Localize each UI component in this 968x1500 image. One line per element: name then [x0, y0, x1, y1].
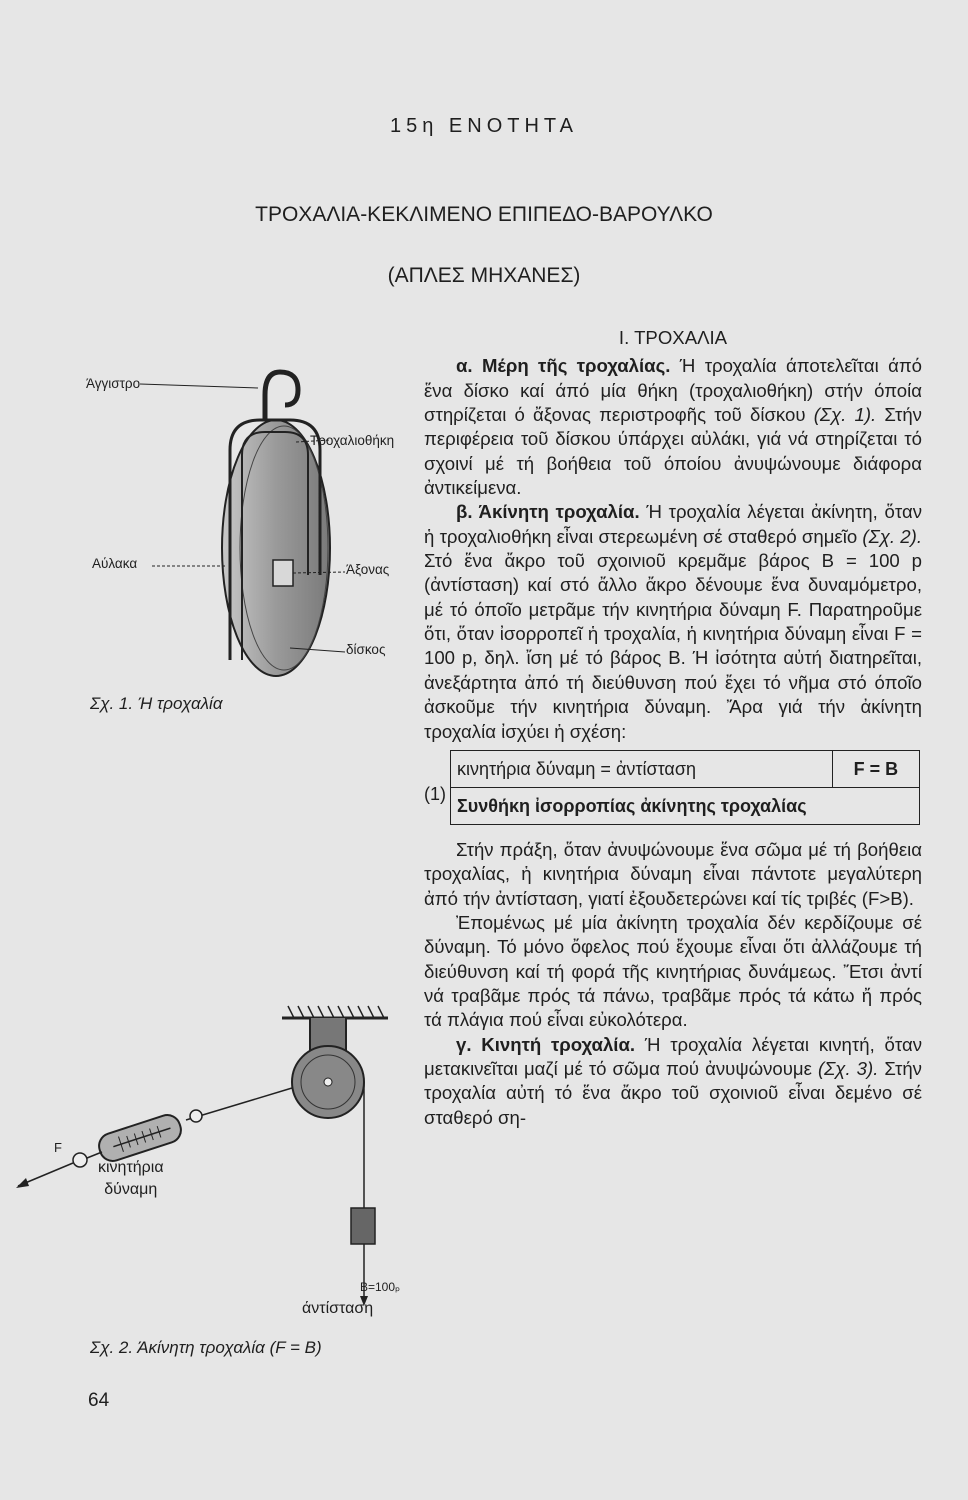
text-column [424, 326, 922, 1130]
label-weight: B=100ₚ [360, 1280, 401, 1294]
weight-shape [351, 1208, 375, 1244]
formula-left: κινητήρια δύναμη = ἀντίσταση [451, 750, 833, 787]
unit-heading: 15η ΕΝΟΤΗΤΑ [390, 115, 578, 137]
paragraph-a-body-2: Στήν περιφέρεια τοῦ δίσκου ύπάρχει αὐλάκι, γιά νά στηρίζεται τό σχοινί μέ τή βοήθεια τοῦ όποίου ἀνυψώνουμε διάφορα ἀντικείμενα. [424, 404, 922, 499]
paragraph-a-body: Ή τροχαλία άποτελεῖται άπό ἕνα δίσκο καί άπό μία θήκη (τροχαλιοθήκη) στήν όποία στηρίζεται ό ἄξονας περιστροφῆς τοῦ δίσκου [424, 355, 922, 426]
page-number: 64 [88, 1390, 110, 1411]
paragraph-b-body: Ή τροχαλία λέγεται ἀκίνητη, ὅταν ἡ τροχαλιοθήκη εἶναι στερεωμένη σέ σταθερό σημεῖο [424, 501, 922, 547]
paragraph-b [424, 500, 922, 743]
label-housing: Τροχαλιοθήκη [310, 433, 395, 448]
label-resistance: άντίσταση [302, 1300, 374, 1317]
label-axle: Άξονας [346, 562, 390, 577]
section-title: Ι. ΤΡΟΧΑΛΙΑ [618, 327, 728, 348]
chapter-title: ΤΡΟΧΑΛΙΑ-ΚΕΚΛΙΜΕΝΟ ΕΠΙΠΕΔΟ-ΒΑΡΟΥΛΚΟ [255, 203, 713, 226]
label-force-letter: F [54, 1140, 62, 1155]
axle-shape [273, 560, 293, 586]
paragraph-c-body: Ή τροχαλία λέγεται κινητή, ὅταν μετακινεῖται μαζί μέ τό σῶμα πού ἀνυψώνουμε [424, 1033, 922, 1079]
formula-table [450, 750, 920, 825]
hook-shape [265, 372, 298, 420]
figure-ref-3: (Σχ. 3). [817, 1057, 879, 1079]
figure-1-caption: Σχ. 1. Ή τροχαλία [90, 694, 223, 713]
label-disc: δίσκος [346, 642, 386, 657]
formula-box [424, 750, 920, 832]
figure-2-caption: Σχ. 2. Άκίνητη τροχαλία (F = B) [90, 1338, 322, 1357]
heading-c: γ. Κινητή τροχαλία. [456, 1033, 636, 1055]
heading-a: α. Μέρη τῆς τροχαλίας. [456, 355, 671, 377]
label-groove: Αύλακα [92, 556, 138, 571]
paragraph-practice: Στήν πράξη, ὅταν ἀνυψώνουμε ἕνα σῶμα μέ τή βοήθεια τροχαλίας, ἡ κινητήρια δύναμη εἶναι πάντοτε μεγαλύτερη ἀπό τήν ἀντίσταση, γιατί ἐξουδετερώνει καί τίς τριβές (F>B). [424, 838, 922, 909]
label-hook: Άγγιστρο [86, 376, 141, 391]
paragraph-c [424, 1033, 922, 1130]
figure-1-pulley [80, 360, 420, 720]
formula-right: F = B [832, 750, 919, 787]
paragraph-a [424, 354, 922, 500]
figure-ref-2: (Σχ. 2). [862, 525, 922, 547]
paragraph-c-body-2: Στήν τροχαλία αὐτή τό ἕνα ἄκρο τοῦ σχοινιοῦ εἶναι δεμένο σέ σταθερό ση- [424, 1057, 922, 1128]
chapter-subtitle: (ΑΠΛΕΣ ΜΗΧΑΝΕΣ) [387, 264, 581, 287]
figure-ref-1: (Σχ. 1). [813, 404, 877, 426]
formula-number: (1) [424, 783, 446, 804]
formula-caption: Συνθήκη ἰσορροπίας ἀκίνητης τροχαλίας [451, 787, 920, 824]
heading-b: β. Άκίνητη τροχαλία. [456, 501, 640, 523]
paragraph-consequence: Ἐπομένως μέ μία ἀκίνητη τροχαλία δέν κερδίζουμε σέ δύναμη. Τό μόνο ὄφελος πού ἔχουμε εἶναι ὅτι ἀλλάζουμε τή διεύθυνση καί τή φορά τῆς κινητήριας δυνάμεως. Ἔτσι ἀντί νά τραβᾶμε πρός τά πάνω, τραβᾶμε πρός τά κάτω ἤ πρός τά πλάγια πού εἶναι εὐκολότερα. [424, 911, 922, 1031]
label-motive-force: κινητήρια δύναμη [98, 1159, 164, 1198]
paragraph-b-body-2: Στό ἕνα ἄκρο τοῦ σχοινιοῦ κρεμᾶμε βάρος Β = 100 p (ἀντίσταση) καί στό ἄλλο ἄκρο δένουμε ἕνα δυναμόμετρο, μέ τό όποῖο μετρᾶμε τήν κινητήρια δύναμη F. Παρατηροῦμε ὅτι, ὅταν ἰσορροπεῖ ἡ τροχαλία, ἡ κινητήρια δύναμη εἶναι F = 100 p, δηλ. ἴση μέ τό βάρος Β. Ή ἰσότητα αὐτή διατηρεῖται, ἀνεξάρτητα ἀπό τή διεύθυνση πού ἔχει τό νῆμα στό όποῖο ἀσκοῦμε τήν κινητήρια δύναμη. Ἄρα γιά τήν ἀκίνητη τροχαλία ἰσχύει ἡ σχέση: [424, 550, 922, 742]
figure-2-fixed-pulley [10, 1000, 420, 1330]
